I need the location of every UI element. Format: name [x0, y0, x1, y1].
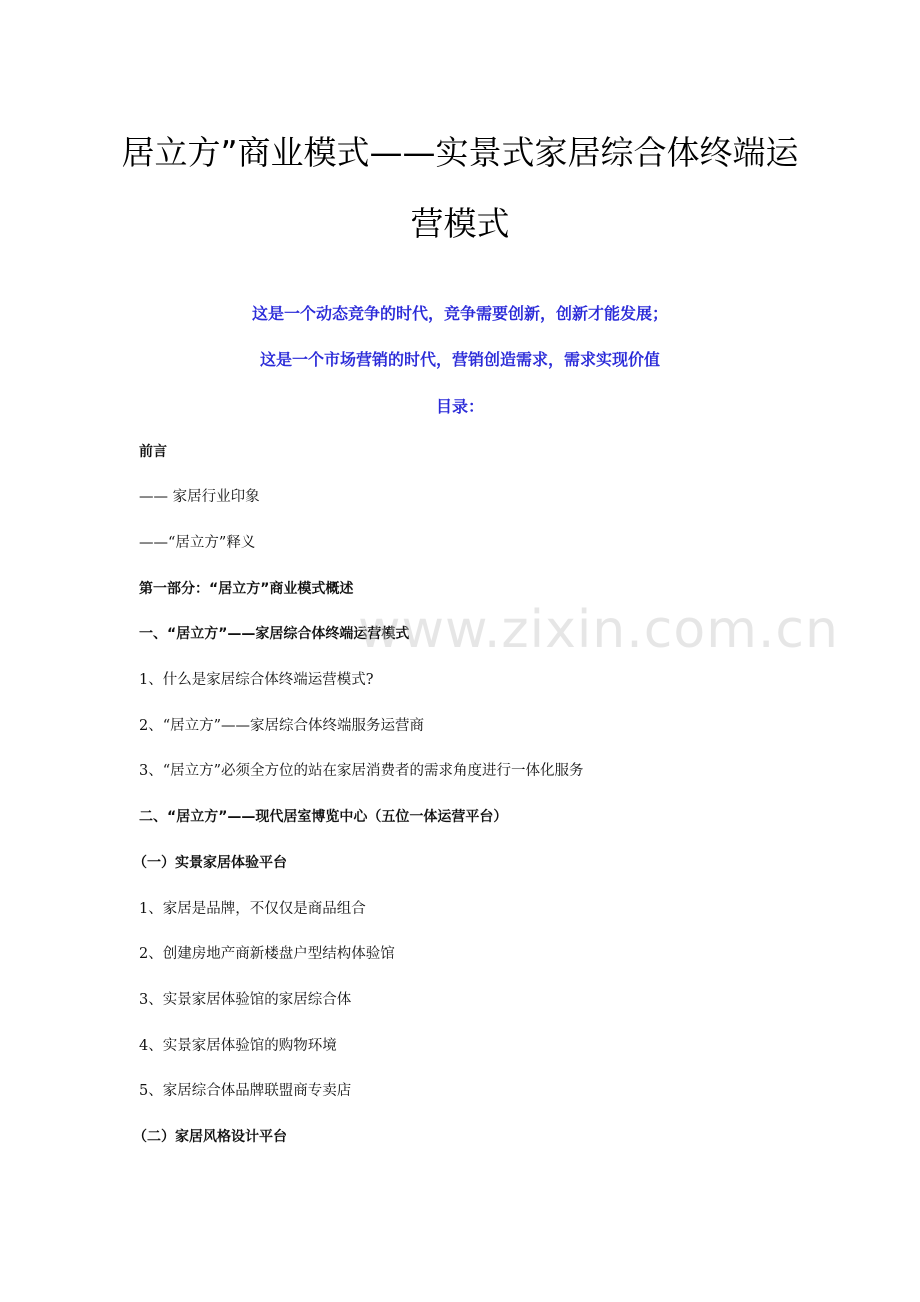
watermark: www.zixin.com.cn	[358, 600, 839, 660]
toc-line: ——“居立方”释义	[139, 535, 256, 551]
toc-line: 4、实景家居体验馆的购物环境	[139, 1038, 337, 1054]
document-title-line-2: 营模式	[410, 204, 510, 243]
toc-line: 1、什么是家居综合体终端运营模式?	[139, 672, 374, 688]
motto-line-1: 这是一个动态竞争的时代，竞争需要创新，创新才能发展；	[251, 304, 668, 323]
toc-line: 2、“居立方”——家居综合体终端服务运营商	[139, 718, 425, 734]
toc-line: 3、“居立方”必须全方位的站在家居消费者的需求角度进行一体化服务	[139, 763, 584, 779]
toc-line: 二、“居立方”——现代居室博览中心（五位一体运营平台）	[139, 809, 508, 825]
toc-line: 前言	[139, 444, 167, 460]
toc-line: —— 家居行业印象	[139, 489, 260, 505]
toc-line: 5、家居综合体品牌联盟商专卖店	[139, 1083, 352, 1099]
toc-line: 2、创建房地产商新楼盘户型结构体验馆	[139, 946, 395, 962]
toc-line: 3、实景家居体验馆的家居综合体	[139, 992, 352, 1008]
toc-line: 一、“居立方”——家居综合体终端运营模式	[139, 626, 410, 642]
toc-line: 第一部分：“居立方”商业模式概述	[139, 581, 354, 597]
document-title-line-1: 居立方”商业模式——实景式家居综合体终端运	[121, 133, 799, 172]
motto-line-2: 这是一个市场营销的时代，营销创造需求，需求实现价值	[259, 350, 660, 369]
toc-line: （二）家居风格设计平台	[133, 1129, 287, 1145]
toc-line: （一）实景家居体验平台	[133, 855, 287, 871]
toc-heading: 目录：	[435, 397, 484, 416]
toc-line: 1、家居是品牌，不仅仅是商品组合	[139, 901, 366, 917]
